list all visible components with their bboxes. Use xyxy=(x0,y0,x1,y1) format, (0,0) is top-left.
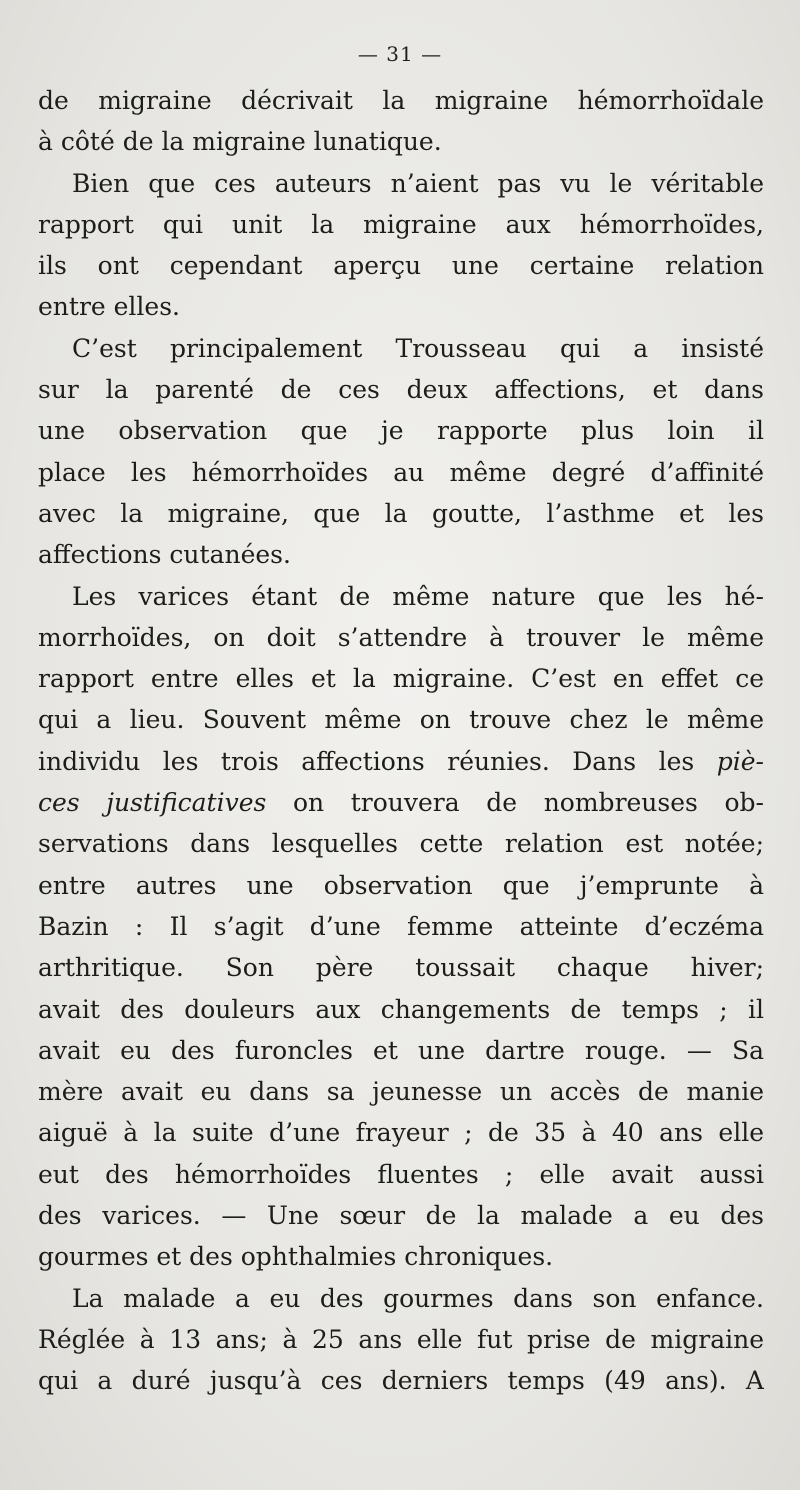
text-line: entre elles. xyxy=(38,292,180,322)
text-line: servations dans lesquelles cette relation est notée; xyxy=(38,829,764,859)
text-line: qui a lieu. Souvent même on trouve chez le même xyxy=(38,705,764,735)
text-line: rapport qui unit la migraine aux hémorrhoïdes, xyxy=(38,209,764,239)
text-line: avec la migraine, que la goutte, l’asthme et les xyxy=(38,498,764,528)
text-line: des varices. — Une sœur de la malade a eu des xyxy=(38,1201,764,1231)
text-segment: individu les trois affections réunies. Dans les xyxy=(38,746,717,776)
text-line: Réglée à 13 ans; à 25 ans elle fut prise de migraine xyxy=(38,1324,764,1354)
text-line xyxy=(38,741,764,782)
text-line xyxy=(38,782,764,823)
text-line: une observation que je rapporte plus loin il xyxy=(38,416,764,446)
body-text xyxy=(38,80,764,1402)
text-line: arthritique. Son père toussait chaque hiver; xyxy=(38,953,764,983)
text-line: place les hémorrhoïdes au même degré d’affinité xyxy=(38,457,764,487)
text-line: de migraine décrivait la migraine hémorrhoïdale xyxy=(38,86,764,115)
text-line: Bazin : Il s’agit d’une femme atteinte d’eczéma xyxy=(38,911,764,941)
text-line: avait des douleurs aux changements de temps ; il xyxy=(38,994,764,1024)
text-line: aiguë à la suite d’une frayeur ; de 35 à 40 ans elle xyxy=(38,1118,764,1148)
text-segment: on trouvera de nombreuses ob- xyxy=(266,788,764,818)
text-line: mère avait eu dans sa jeunesse un accès de manie xyxy=(38,1077,764,1107)
page-number: — 31 — xyxy=(357,42,443,66)
text-line: eut des hémorrhoïdes fluentes ; elle avait aussi xyxy=(38,1159,764,1189)
text-line: gourmes et des ophthalmies chroniques. xyxy=(38,1242,554,1272)
text-line: entre autres une observation que j’emprunte à xyxy=(38,870,764,900)
text-line: sur la parenté de ces deux affections, et dans xyxy=(38,375,764,405)
text-line: qui a duré jusqu’à ces derniers temps (49 ans). A xyxy=(38,1366,764,1396)
text-line: Les varices étant de même nature que les hé- xyxy=(72,581,764,611)
italic-text: ces justificatives xyxy=(38,788,267,818)
text-line: à côté de la migraine lunatique. xyxy=(38,127,442,157)
text-line: morrhoïdes, on doit s’attendre à trouver le même xyxy=(38,622,764,652)
text-line: ils ont cependant aperçu une certaine relation xyxy=(38,251,764,281)
italic-text: piè- xyxy=(716,746,764,776)
text-line: C’est principalement Trousseau qui a insisté xyxy=(72,333,764,363)
text-line: rapport entre elles et la migraine. C’est en effet ce xyxy=(38,664,764,694)
text-line: La malade a eu des gourmes dans son enfance. xyxy=(72,1283,764,1313)
text-line: avait eu des furoncles et une dartre rouge. — Sa xyxy=(38,1035,764,1065)
text-line: affections cutanées. xyxy=(38,540,291,570)
text-line: Bien que ces auteurs n’aient pas vu le véritable xyxy=(72,168,764,198)
